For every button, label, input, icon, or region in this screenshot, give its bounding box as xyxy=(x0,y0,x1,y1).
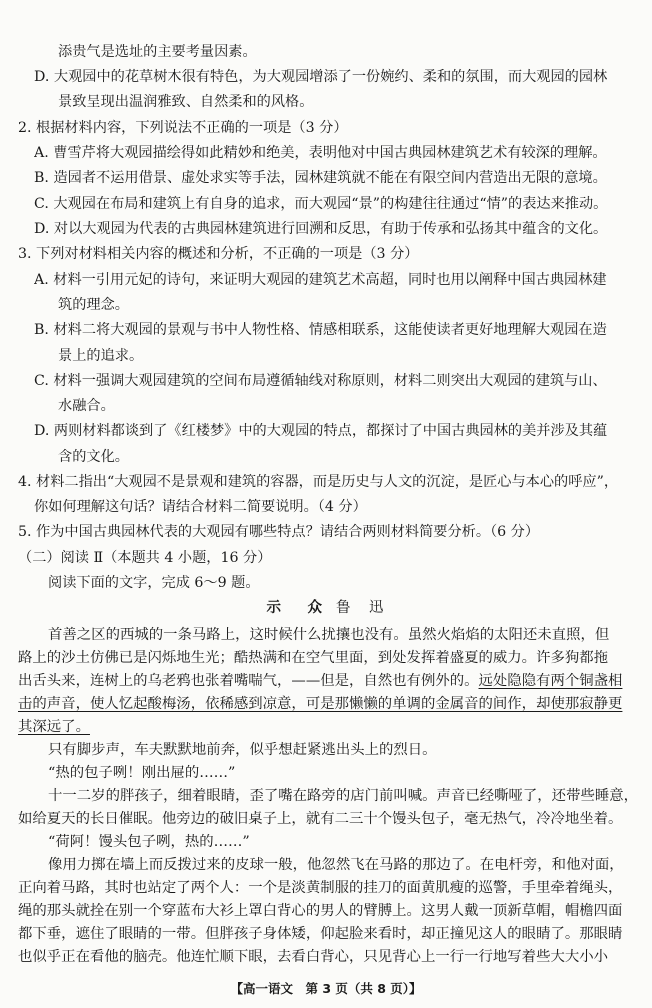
option-a: A. 材料一引用元妃的诗句，来证明大观园的建筑艺术高超，同时也用以阐释中国古典园林建 xyxy=(34,272,607,288)
option-d: D. 对以大观园为代表的古典园林建筑进行回溯和反思，有助于传承和弘扬其中蕴含的文化。 xyxy=(34,221,608,237)
story-line: 都下垂，遮住了眼睛的一带。但胖孩子身体矮，仰起脸来看时，却正撞见这人的眼睛了。那眼睛 xyxy=(18,926,623,942)
question-3: 3. 下列对材料相关内容的概述和分析，不正确的一项是（3 分） xyxy=(18,246,419,262)
story-line xyxy=(18,671,652,691)
story-dialogue: “荷阿！馒头包子咧，热的……” xyxy=(48,834,250,850)
option-a: A. 曹雪芹将大观园描绘得如此精妙和绝美，表明他对中国古典园林建筑艺术有较深的理解。 xyxy=(34,145,607,161)
text-line: 含的文化。 xyxy=(58,449,129,465)
story-line: 首善之区的西城的一条马路上，这时候什么扰攘也没有。虽然火焰焰的太阳还未直照，但 xyxy=(48,627,610,643)
story-line: 像用力掷在墙上而反拨过来的皮球一般，他忽然飞在马路的那边了。在电杆旁，和他对面， xyxy=(48,857,624,873)
page-footer: 【高一语文 第 3 页（共 8 页）】 xyxy=(230,981,422,996)
section-heading: （二）阅读 Ⅱ（本题共 4 小题，16 分） xyxy=(18,550,272,566)
instruction: 阅读下面的文字，完成 6～9 题。 xyxy=(48,575,260,591)
text-line: 筑的理念。 xyxy=(58,297,129,313)
text-line: 水融合。 xyxy=(58,398,115,414)
option-c: C. 材料一强调大观园建筑的空间布局遵循轴线对称原则，材料二则突出大观园的建筑与山、 xyxy=(34,373,607,389)
story-title xyxy=(0,598,652,618)
text-line: 景上的追求。 xyxy=(58,348,144,364)
underlined-text: 远处隐隐有两个铜盏相 xyxy=(478,673,623,689)
text-line: 你如何理解这句话？请结合材料二简要说明。（4 分） xyxy=(34,499,367,515)
story-line: 路上的沙土仿佛已是闪烁地生光；酷热满和在空气里面，到处发挥着盛夏的威力。许多狗都拖 xyxy=(18,650,609,666)
question-2: 2. 根据材料内容，下列说法不正确的一项是（3 分） xyxy=(18,120,348,136)
question-4: 4. 材料二指出“大观园不是景观和建筑的容器，而是历史与人文的沉淀，是匠心与本心的呼应”， xyxy=(18,474,619,490)
story-author: 鲁 迅 xyxy=(336,600,386,616)
story-line: 只有脚步声，车夫默默地前奔，似乎想赶紧逃出头上的烈日。 xyxy=(48,742,437,758)
story-line: 也似乎正在看他的脑壳。他连忙顺下眼，去看白背心，只见背心上一行一行地写着些大大小小 xyxy=(18,949,609,965)
underlined-text: 击的声音，使人忆起酸梅汤，依稀感到凉意，可是那懒懒的单调的金属音的间作，却使那寂静更 xyxy=(18,696,623,712)
story-line: 绳的那头就拴在别一个穿蓝布大衫上罩白背心的男人的臂膊上。这男人戴一顶新草帽，帽檐四面 xyxy=(18,903,623,919)
text-line: 添贵气是选址的主要考量因素。 xyxy=(58,44,257,60)
story-line: 如给夏天的长日催眠。他旁边的破旧桌子上，就有二三十个馒头包子，毫无热气，冷冷地坐着。 xyxy=(18,811,623,827)
question-5: 5. 作为中国古典园林代表的大观园有哪些特点？请结合两则材料简要分析。（6 分） xyxy=(18,524,540,540)
option-c: C. 大观园在布局和建筑上有自身的追求，而大观园“景”的构建往往通过“情”的表达来推动。 xyxy=(34,196,608,212)
story-text: 出舌头来，连树上的乌老鸦也张着嘴喘气，——但是，自然也有例外的。 xyxy=(18,673,479,689)
option-d: D. 大观园中的花草树木很有特色，为大观园增添了一份婉约、柔和的氛围，而大观园的园林 xyxy=(34,69,608,85)
text-line: 景致呈现出温润雅致、自然柔和的风格。 xyxy=(58,94,314,110)
story-dialogue: “热的包子咧！刚出屉的……” xyxy=(48,765,236,781)
story-line: 正向着马路，其时也站定了两个人：一个是淡黄制服的挂刀的面黄肌瘦的巡警，手里牵着绳头， xyxy=(18,880,623,896)
option-b: B. 材料二将大观园的景观与书中人物性格、情感相联系，这能使读者更好地理解大观园在造 xyxy=(34,322,607,338)
story-title-text: 示 众 xyxy=(266,599,328,616)
option-d: D. 两则材料都谈到了《红楼梦》中的大观园的特点，都探讨了中国古典园林的美并涉及其蕴 xyxy=(34,423,608,439)
story-line: 十一二岁的胖孩子，细着眼睛，歪了嘴在路旁的店门前叫喊。声音已经嘶哑了，还带些睡意， xyxy=(48,788,639,804)
underlined-text: 其深远了。 xyxy=(18,719,90,735)
option-b: B. 造园者不运用借景、虚处求实等手法，园林建筑就不能在有限空间内营造出无限的意境。 xyxy=(34,170,607,186)
